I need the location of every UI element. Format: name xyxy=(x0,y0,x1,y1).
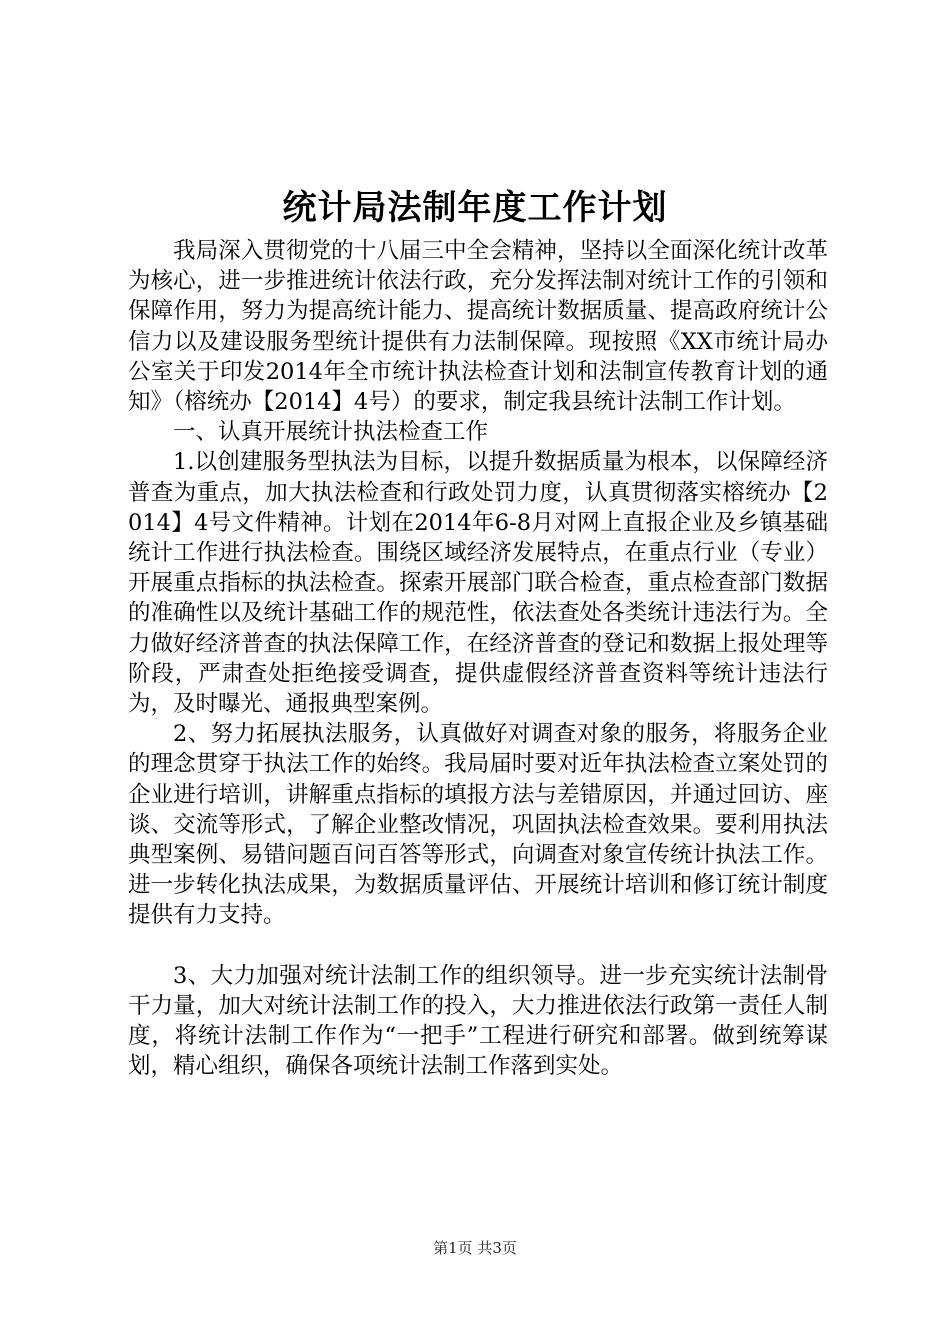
paragraph-gap xyxy=(128,931,828,961)
item-1-paragraph: 1.以创建服务型执法为目标，以提升数据质量为根本，以保障经济普查为重点，加大执法检查和行政处罚力度，认真贯彻落实榕统办【2014】4号文件精神。计划在2014年6-8月对网上直报企业及乡镇基础统计工作进行执法检查。围绕区域经济发展特点，在重点行业（专业）开展重点指标的执法检查。探索开展部门联合检查，重点检查部门数据的准确性以及统计基础工作的规范性，依法查处各类统计违法行为。全力做好经济普查的执法保障工作，在经济普查的登记和数据上报处理等阶段，严肃查处拒绝接受调查，提供虚假经济普查资料等统计违法行为，及时曝光、通报典型案例。 xyxy=(128,449,828,718)
document-body xyxy=(128,236,828,1081)
page-number-footer: 第1页 共3页 xyxy=(433,1239,517,1257)
intro-paragraph: 我局深入贯彻党的十八届三中全会精神，坚持以全面深化统计改革为核心，进一步推进统计依法行政，充分发挥法制对统计工作的引领和保障作用，努力为提高统计能力、提高统计数据质量、提高政府统计公信力以及建设服务型统计提供有力法制保障。现按照《XX市统计局办公室关于印发2014年全市统计执法检查计划和法制宣传教育计划的通知》（榕统办【2014】4号）的要求，制定我县统计法制工作计划。 xyxy=(128,238,828,416)
document-title: 统计局法制年度工作计划 xyxy=(282,188,668,228)
section-heading: 一、认真开展统计执法检查工作 xyxy=(173,419,489,446)
item-2-paragraph: 2、努力拓展执法服务，认真做好对调查对象的服务，将服务企业的理念贯穿于执法工作的始终。我局届时要对近年执法检查立案处罚的企业进行培训，讲解重点指标的填报方法与差错原因，并通过回访、座谈、交流等形式，了解企业整改情况，巩固执法检查效果。要利用执法典型案例、易错问题百问百答等形式，向调查对象宣传统计执法工作。进一步转化执法成果，为数据质量评估、开展统计培训和修订统计制度提供有力支持。 xyxy=(128,721,828,929)
item-3-paragraph: 3、大力加强对统计法制工作的组织领导。进一步充实统计法制骨干力量，加大对统计法制工作的投入，大力推进依法行政第一责任人制度，将统计法制工作作为“一把手”工程进行研究和部署。做到统筹谋划，精心组织，确保各项统计法制工作落到实处。 xyxy=(128,962,828,1080)
